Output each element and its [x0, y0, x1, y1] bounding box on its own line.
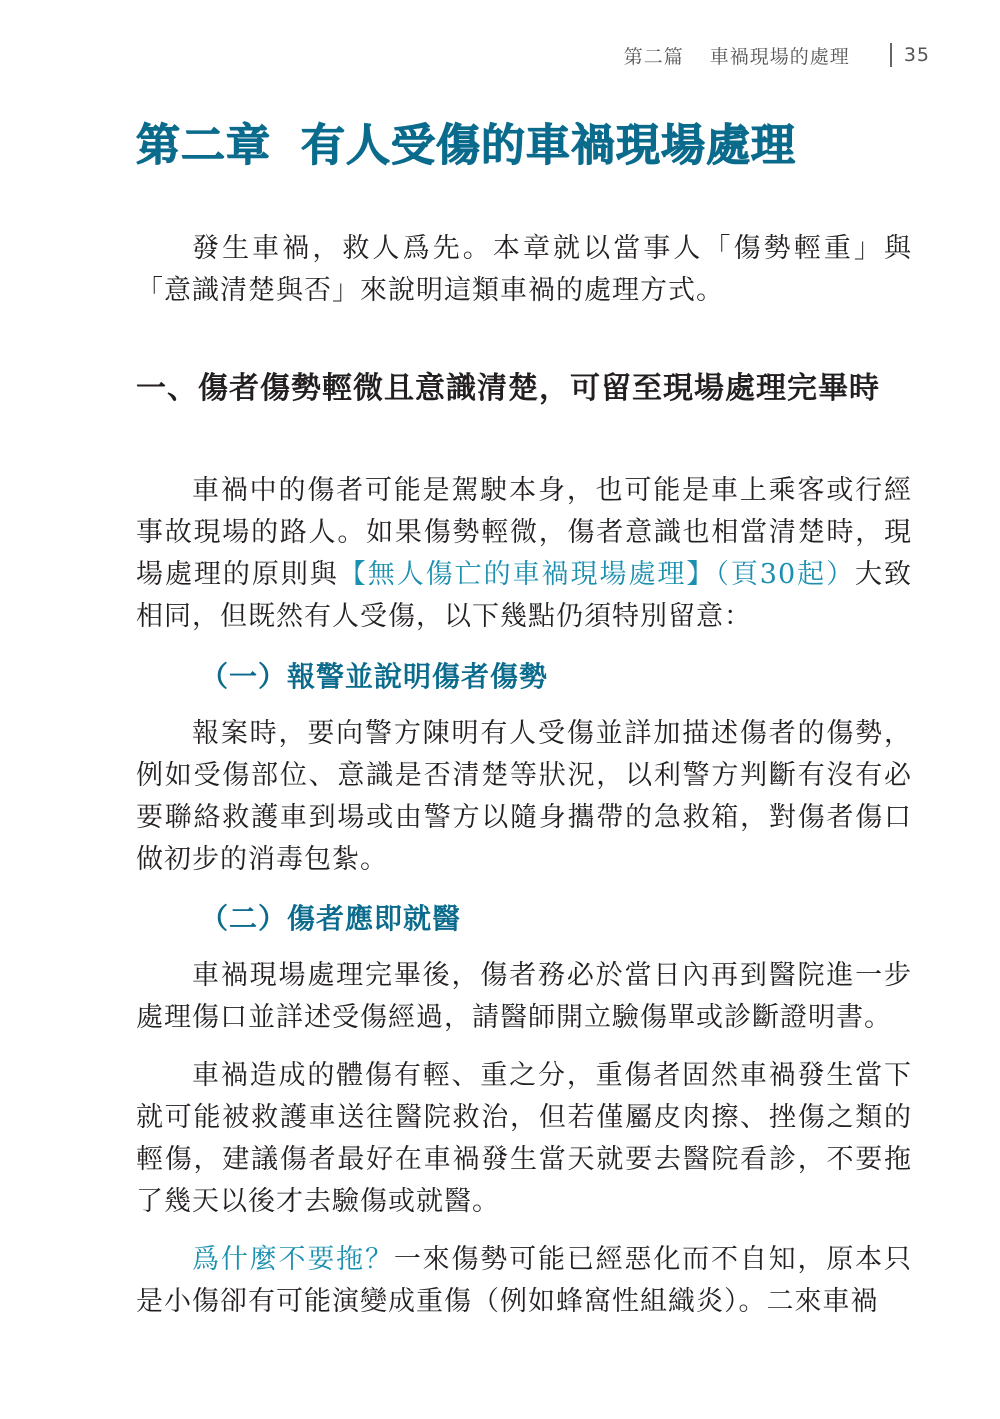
para-text: 車禍中的傷者可能是駕駛本身，也可能是車上乘客或行經事故現場的路人。如果傷勢輕微，傷者意識也相當清楚時，現場處理的原則與 [136, 475, 912, 590]
header-divider [890, 43, 892, 67]
section-paragraph [136, 470, 912, 638]
para-text: 一來傷勢可能已經惡化而不自知，原本只是小傷卻有可能演變成重傷（例如蜂窩性組織炎）。二來車禍 [136, 1244, 913, 1317]
seek-medical-paragraph-3 [136, 1239, 912, 1323]
subheading-seek-medical: （二）傷者應即就醫 [200, 902, 462, 935]
seek-medical-paragraph-1: 車禍現場處理完畢後，傷者務必於當日內再到醫院進一步處理傷口並詳述受傷經過，請醫師開立驗傷單或診斷證明書。 [136, 960, 912, 1033]
chapter-title [136, 118, 796, 174]
running-head [624, 40, 930, 70]
section-heading: 一、傷者傷勢輕微且意識清楚，可留至現場處理完畢時 [136, 371, 880, 406]
cross-reference-link[interactable]: 【無人傷亡的車禍現場處理】（頁30起） [338, 559, 856, 590]
header-section: 車禍現場的處理 [709, 45, 850, 68]
seek-medical-paragraph-2: 車禍造成的體傷有輕、重之分，重傷者固然車禍發生當下就可能被救護車送往醫院救治，但若僅屬皮肉擦、挫傷之類的輕傷，建議傷者最好在車禍發生當天就要去醫院看診，不要拖了幾天以後才去驗傷或就醫。 [136, 1060, 912, 1217]
header-part: 第二篇 [623, 45, 684, 68]
highlight-question: 爲什麼不要拖？ [192, 1244, 394, 1275]
chapter-number: 第二章 [136, 120, 271, 171]
chapter-name: 有人受傷的車禍現場處理 [301, 120, 796, 171]
para-text: 大致相同，但既然有人受傷，以下幾點仍須特別留意： [136, 559, 913, 632]
intro-paragraph: 發生車禍，救人爲先。本章就以當事人「傷勢輕重」與「意識清楚與否」來說明這類車禍的處理方式。 [136, 233, 912, 306]
subheading-report-police: （一）報警並說明傷者傷勢 [200, 660, 549, 693]
page-number: 35 [903, 44, 930, 66]
report-police-paragraph: 報案時，要向警方陳明有人受傷並詳加描述傷者的傷勢，例如受傷部位、意識是否清楚等狀況，以利警方判斷有沒有必要聯絡救護車到場或由警方以隨身攜帶的急救箱，對傷者傷口做初步的消毒包紮。 [136, 718, 912, 875]
